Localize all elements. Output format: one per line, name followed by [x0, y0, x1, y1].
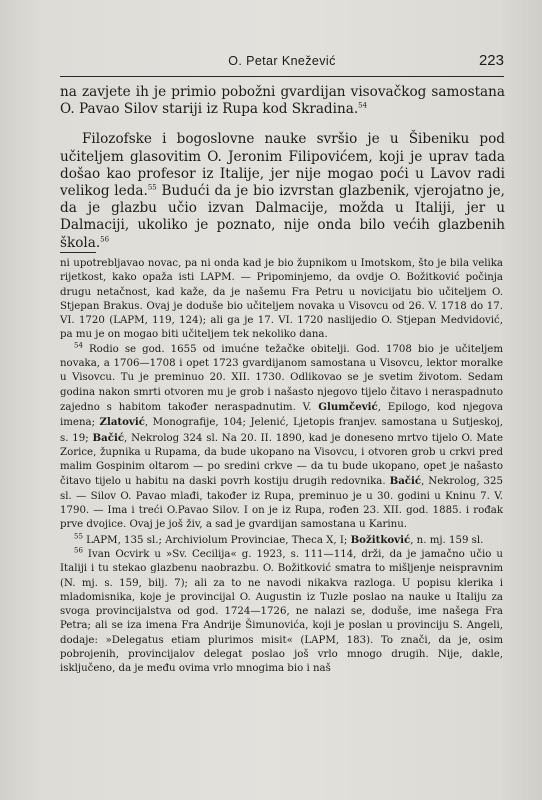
note-ref-54: 54	[358, 101, 368, 110]
footnote-54-text: , Monografije, 104; Jelenić, Ljetopis franjev. samostana u Sutjeskoj, s. 19;	[60, 417, 503, 444]
footnote-54-text: , Nekrolog 324 sl. Na 20. II. 1890, kad je doneseno mrtvo tijelo O. Mate Zorice, župnika u Rupama, da bude ukopano na Visovcu, i otvoren grob u crkvi pred malim Gospinim oltarom — po sredini crkve — da tu bude ukopano, opet je našasto čitavo tijelo u habitu na daski povrh kostiju drugih redovnika.	[60, 432, 503, 488]
footnote-55-text: , n. mj. 159 sl.	[410, 534, 484, 546]
footnote-54-text: Rodio se god. 1655 od imućne težačke obitelji. God. 1708 bio je učiteljem novaka, a 1706—1708 i opet 1723 gvardijanom samostana u Visovcu, lektor moralke u Visovcu. Tu je preminuo 20. XII. 1730. Odlikovao se je svetim životom. Sedam godina nakon smrti otvoren mu je grob i našasto njegovo tijelo čitavo i neraspadnuto zajedno s habitom također neraspadnutim. V.	[60, 343, 503, 413]
footnote-54-text: , Epilogo, kod njegova imena;	[60, 401, 504, 429]
running-title: O. Petar Knežević	[228, 54, 336, 68]
page-number: 223	[478, 52, 504, 69]
footnote-54-number: 54	[74, 341, 83, 350]
footnote-56	[60, 548, 503, 677]
footnote-56-number: 56	[74, 546, 83, 555]
footnote-separator	[60, 252, 96, 253]
main-text	[60, 84, 505, 252]
footnote-54-text: , Nekrolog, 325 sl. — Silov O. Pavao mlađi, također iz Rupa, preminuo je u 30. godini u Kninu 7. V. 1790. — Ima i treći O.Pavao Silov. I on je iz Rupa, rođen 23. XII. god. 1885. i rođak prve dvojice. Ovaj je još živ, a sad je gvardijan samostana u Karinu.	[60, 476, 503, 531]
footnote-55-author: Božitković	[350, 533, 411, 546]
footnote-56-text: Ivan Ocvirk u »Sv. Cecilija« g. 1923, s. 111—114, drži, da je jamačno učio u Italiji i tu stekao glazbenu naobrazbu. O. Božitković smatra to mišljenje neispravnim (N. mj. s. 159, bilj. 7); ali za to ne navodi nikakva razloga. U popisu klerika i mladomisnika, koje je provincijal O. Augustin iz Tuzle poslao na nauke u Italiju za svoga provincijalstva od god. 1724—1726, ne nalazi se, doduše, ime našega Fra Petra; ali se iza imena Fra Andrije Šimunovića, koji je poslan u provinciju S. Angeli, dodaje: »Delegatus etiam plurimos misit« (LAPM, 183). To znači, da je, osim pobrojenih, provincijalov delegat poslao još vrlo mnogo drugih. Nije, dakle, isključeno, da je među ovima vrlo mnogima bio i naš	[60, 548, 503, 675]
body-paragraph-2-text-b: Budući da je bio izvrstan glazbenik, vjerojatno je, da je glazbu učio izvan Dalmacije, možda u Italiji, jer u Dalmaciji, ukoliko je poznato, nije onda bilo većih glazbenih škola.	[60, 183, 505, 251]
footnote-continuation-text: ni upotrebljavao novac, pa ni onda kad je bio župnikom u Imotskom, što je bila velika rijetkost, kako opaža isti LAPM. — Pripominjemo, da ovdje O. Božitković počinja drugu netačnost, kad kaže, da je našemu Fra Petru u novicijatu bio učiteljem O. Stjepan Brakus. Ovaj je doduše bio učiteljem novaka u Visovcu od 26. V. 1718 do 17. VI. 1720 (LAPM, 119, 124); ali ga je 17. VI. 1720 naslijedio O. Stjepan Medvidović, pa mu je on mogao biti učiteljem tek nekoliko dana.	[60, 258, 503, 341]
note-ref-56: 56	[100, 235, 110, 244]
body-paragraph-1-text: na zavjete ih je primio pobožni gvardijan visovačkog samostana O. Pavao Silov stariji iz Rupa kod Skradina.	[60, 84, 505, 118]
running-head	[60, 52, 504, 74]
footnote-55	[60, 533, 503, 548]
body-paragraph-1	[60, 84, 505, 118]
footnote-54-author: Zlatović	[99, 416, 145, 429]
footnote-continuation	[60, 257, 503, 343]
note-ref-55: 55	[147, 183, 157, 192]
footnotes	[60, 257, 503, 677]
footnote-54-author: Bačić	[92, 431, 125, 444]
footnote-54-author: Bačić	[389, 475, 422, 488]
body-paragraph-2-text-a: Filozofske i bogoslovne nauke svršio je u Šibeniku pod učiteljem glasovitim O. Jeronim Filipovićem, koji je uprav tada došao kao profesor iz Italije, jer nije mogao poći u Lavov radi velikog leda.	[60, 131, 505, 200]
footnote-54	[60, 343, 503, 533]
header-rule	[60, 76, 504, 77]
footnote-54-author: Glumčević	[318, 400, 378, 413]
footnote-55-number: 55	[74, 532, 83, 541]
footnote-55-text: LAPM, 135 sl.; Archiviolum Provinciae, Theca X, I;	[86, 534, 351, 546]
body-paragraph-2	[60, 131, 505, 251]
